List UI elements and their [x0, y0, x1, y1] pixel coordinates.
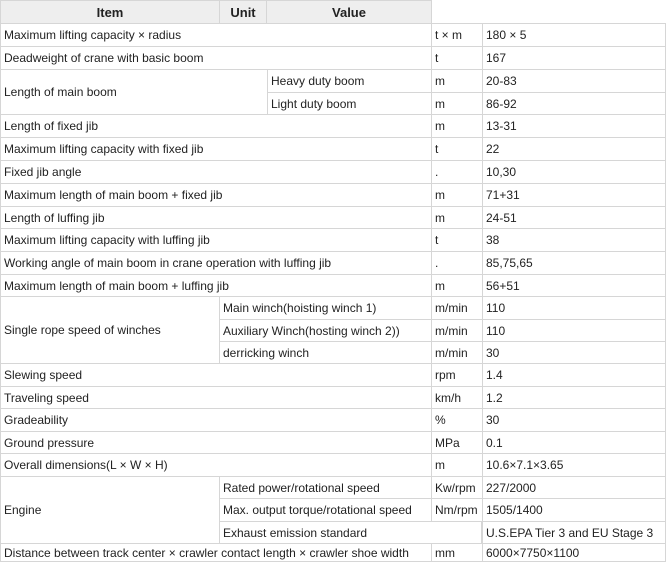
row-item: Gradeability — [0, 408, 432, 432]
row-unit: Nm/rpm — [431, 498, 483, 522]
row-value: 30 — [482, 341, 666, 364]
header-item: Item — [0, 0, 220, 24]
row-value: 20-83 — [482, 69, 666, 93]
row-item: Overall dimensions(L × W × H) — [0, 453, 432, 477]
row-item: Length of luffing jib — [0, 206, 432, 229]
row-item: Fixed jib angle — [0, 160, 432, 184]
row-unit: MPa — [431, 431, 483, 454]
row-value: 86-92 — [482, 92, 666, 115]
row-item: Deadweight of crane with basic boom — [0, 46, 432, 70]
row-unit: rpm — [431, 363, 483, 387]
row-unit: m/min — [431, 341, 483, 364]
row-item: Maximum length of main boom + luffing jib — [0, 274, 432, 297]
row-unit: t — [431, 137, 483, 161]
row-value: 1.4 — [482, 363, 666, 387]
row-value: 167 — [482, 46, 666, 70]
row-item: Slewing speed — [0, 363, 432, 387]
row-item: Distance between track center × crawler contact length × crawler shoe width — [0, 543, 432, 562]
row-subitem: Light duty boom — [267, 92, 432, 115]
row-unit: m — [431, 274, 483, 297]
row-subitem: Main winch(hoisting winch 1) — [219, 296, 432, 320]
row-item: Working angle of main boom in crane operation with luffing jib — [0, 251, 432, 275]
row-unit: m — [431, 69, 483, 93]
row-unit: % — [431, 408, 483, 432]
row-unit: m — [431, 206, 483, 229]
row-value: 6000×7750×1100 — [482, 543, 666, 562]
row-subitem: Auxiliary Winch(hosting winch 2)) — [219, 319, 432, 342]
row-value: 180 × 5 — [482, 23, 666, 47]
row-item: Length of main boom — [0, 69, 268, 115]
row-unit: m — [431, 183, 483, 207]
row-item: Engine — [0, 476, 220, 544]
row-value: 22 — [482, 137, 666, 161]
row-unit: t — [431, 228, 483, 252]
row-item: Maximum lifting capacity with fixed jib — [0, 137, 432, 161]
row-unit: km/h — [431, 386, 483, 409]
row-subitem: Rated power/rotational speed — [219, 476, 432, 499]
row-unit: m — [431, 92, 483, 115]
row-unit: t × m — [431, 23, 483, 47]
row-unit: . — [431, 251, 483, 275]
row-value: 1505/1400 — [482, 498, 666, 522]
row-value: 30 — [482, 408, 666, 432]
row-item: Ground pressure — [0, 431, 432, 454]
row-unit: m/min — [431, 296, 483, 320]
row-value: 1.2 — [482, 386, 666, 409]
row-subitem: Heavy duty boom — [267, 69, 432, 93]
row-unit: m — [431, 114, 483, 138]
row-subitem: Max. output torque/rotational speed — [219, 498, 432, 522]
row-unit: t — [431, 46, 483, 70]
row-item: Maximum length of main boom + fixed jib — [0, 183, 432, 207]
header-unit: Unit — [219, 0, 267, 24]
row-unit: . — [431, 160, 483, 184]
row-value: 227/2000 — [482, 476, 666, 499]
row-value: 13-31 — [482, 114, 666, 138]
row-value: 110 — [482, 296, 666, 320]
row-value: 0.1 — [482, 431, 666, 454]
row-value: 10.6×7.1×3.65 — [482, 453, 666, 477]
row-subitem: derricking winch — [219, 341, 432, 364]
row-value: 85,75,65 — [482, 251, 666, 275]
row-item: Traveling speed — [0, 386, 432, 409]
row-item: Maximum lifting capacity with luffing jib — [0, 228, 432, 252]
row-item: Maximum lifting capacity × radius — [0, 23, 432, 47]
row-unit: mm — [431, 543, 483, 562]
row-subitem: Exhaust emission standard — [219, 521, 482, 544]
row-unit: m — [431, 453, 483, 477]
row-value: 56+51 — [482, 274, 666, 297]
row-unit: m/min — [431, 319, 483, 342]
row-value: U.S.EPA Tier 3 and EU Stage 3 — [482, 521, 666, 544]
header-value: Value — [266, 0, 432, 24]
row-unit: Kw/rpm — [431, 476, 483, 499]
row-item: Single rope speed of winches — [0, 296, 220, 364]
row-value: 38 — [482, 228, 666, 252]
row-value: 10,30 — [482, 160, 666, 184]
row-value: 71+31 — [482, 183, 666, 207]
row-item: Length of fixed jib — [0, 114, 432, 138]
row-value: 24-51 — [482, 206, 666, 229]
row-value: 110 — [482, 319, 666, 342]
